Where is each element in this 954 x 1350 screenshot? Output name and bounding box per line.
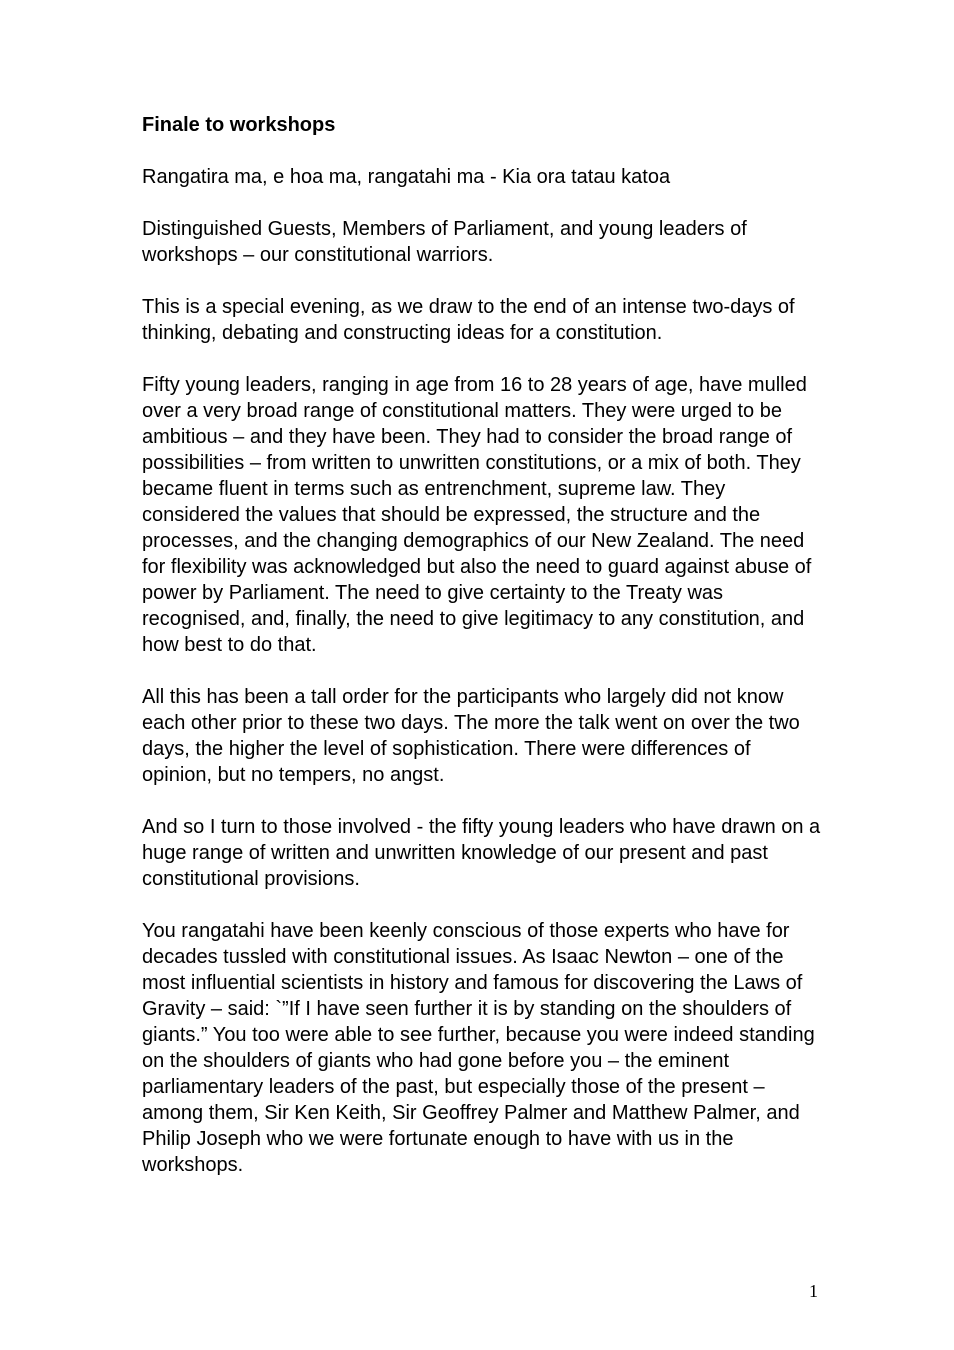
paragraph-tall-order: All this has been a tall order for the participants who largely did not know each other prior to these two days. The more the talk went on over the two days, the higher the level of sophistication. There were differences of opinion, but no tempers, no angst.	[142, 686, 800, 786]
paragraph-acknowledgement: Distinguished Guests, Members of Parliament, and young leaders of workshops – our constitutional warriors.	[142, 218, 747, 266]
paragraph-shoulders-of-giants: You rangatahi have been keenly conscious of those experts who have for decades tussled with constitutional issues. As Isaac Newton – one of the most influential scientists in history and famous for discovering the Laws of Gravity – said: `”If I have seen further it is by standing on the shoulders of giants.” You too were able to see further, because you were indeed standing on the shoulders of giants who had gone before you – the eminent parliamentary leaders of the past, but especially those of the present – among them, Sir Ken Keith, Sir Geoffrey Palmer and Matthew Palmer, and Philip Joseph who we were fortunate enough to have with us in the workshops.	[142, 920, 815, 1176]
document-title: Finale to workshops	[142, 114, 336, 136]
page-number: 1	[809, 1281, 818, 1301]
paragraph-greeting: Rangatira ma, e hoa ma, rangatahi ma - Kia ora tatau katoa	[142, 166, 671, 188]
paragraph-young-leaders: Fifty young leaders, ranging in age from 16 to 28 years of age, have mulled over a very broad range of constitutional matters. They were urged to be ambitious – and they have been. They had to consider the broad range of possibilities – from written to unwritten constitutions, or a mix of both. They became fluent in terms such as entrenchment, supreme law. They considered the values that should be expressed, the structure and the processes, and the changing demographics of our New Zealand. The need for flexibility was acknowledged but also the need to guard against abuse of power by Parliament. The need to give certainty to the Treaty was recognised, and, finally, the need to give legitimacy to any constitution, and how best to do that.	[142, 374, 812, 656]
paragraph-those-involved: And so I turn to those involved - the fifty young leaders who have drawn on a huge range of written and unwritten knowledge of our present and past constitutional provisions.	[142, 816, 821, 890]
paragraph-special-evening: This is a special evening, as we draw to the end of an intense two-days of thinking, debating and constructing ideas for a constitution.	[142, 296, 795, 344]
document-body	[142, 112, 822, 1204]
